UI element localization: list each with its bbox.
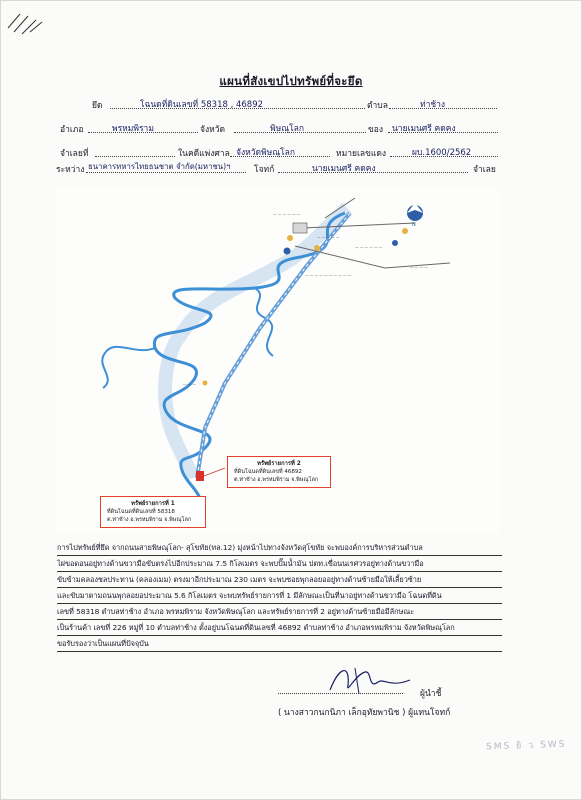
defendant-value: นายเมนศรี คดคง — [312, 164, 376, 174]
directions-line: ไผ่ขอดอนอยู่ทางด้านขวามือขับตรงไปอีกประมาณ 7.5 กิโลเมตร จะพบปั๊มน้ำมัน ปตท.เขื่อนนเรศวรอยู่ทางด้านขวามือ — [57, 556, 502, 572]
yuet-value: โฉนดที่ดินเลขที่ 58318 , 46892 — [140, 100, 264, 110]
case-label: หมายเลขแดง — [336, 149, 387, 159]
directions-line: และขับมาตามถนนพุกลอยอประมาณ 5.6 กิโลเมตร จะพบทรัพย์รายการที่ 1 มีลักษณะเป็นที่นาอยู่ทางด้านขวามือ โฉนดที่ดิน — [57, 588, 502, 604]
tambon-value: ท่าช้าง — [420, 100, 446, 110]
corner-scribble-icon — [6, 8, 46, 38]
signature-line — [278, 693, 403, 694]
jamloei-line — [95, 156, 175, 157]
yuet-label: ยึด — [92, 101, 103, 111]
faded-stamp: SMS ยิ ว SWS — [485, 739, 567, 753]
property2-label-box — [227, 456, 331, 488]
plaintiff-label: โจทก์ — [254, 165, 275, 175]
between-value: ธนาคารทหารไทยธนชาต จำกัด(มหาชน)ฯ — [88, 162, 231, 171]
property2-title: ทรัพย์รายการที่ 2 — [257, 461, 301, 467]
compass-letter: N — [412, 222, 416, 228]
changwat-value: พิษณุโลก — [270, 124, 305, 134]
directions-line: ขับข้ามคลองชลประทาน (คลองเมม) ตรงมาอีกประมาณ 230 เมตร จะพบซอยพุกลอยออยู่ทางด้านซ้ายมือให้เลี้ยวซ้าย — [57, 572, 502, 588]
svg-text:— — — — — —: — — — — — — — [355, 245, 383, 249]
jamloei-label: จำเลยที่ — [60, 149, 89, 159]
svg-text:— — — — — — — — — —: — — — — — — — — — — — [305, 273, 352, 277]
property2-line1: ที่ดินโฉนดที่ดินเลขที่ 46892 — [234, 469, 302, 475]
property2-line2: ต.ท่าช้าง อ.พรหมพิราม จ.พิษณุโลก — [234, 477, 319, 483]
property1-line2: ต.ท่าช้าง อ.พรหมพิราม จ.พิษณุโลก — [107, 517, 192, 523]
amphoe-value: พรหมพิราม — [112, 124, 154, 134]
svg-text:— — — — — —: — — — — — — — [273, 212, 301, 216]
amphoe-label: อำเภอ — [60, 125, 84, 135]
khong-value: นายเมนศรี คดคง — [392, 124, 456, 134]
directions-line: ขอรับรองว่าเป็นแผนที่ปัจจุบัน — [57, 636, 502, 652]
page-title: แผนที่สังเขปไปทรัพย์ที่จะยึด — [219, 74, 363, 88]
changwat-label: จังหวัด — [200, 125, 226, 135]
directions-text — [57, 540, 502, 652]
defendant-label: จำเลย — [473, 165, 496, 175]
khong-label: ของ — [368, 125, 384, 135]
svg-text:— — — —: — — — — — [410, 265, 428, 269]
signature-name: ( นางสาวกนกนิภา เล็กอุทัยพานิช ) ผู้แทนโจทก์ — [278, 708, 451, 718]
svg-text:— — — — —: — — — — — — [317, 235, 340, 239]
court-label: ในคดีแพ่งศาล — [178, 149, 230, 159]
property1-title: ทรัพย์รายการที่ 1 — [131, 501, 175, 507]
directions-line: เลขที่ 58318 ตำบลท่าช้าง อำเภอ พรหมพิราม จังหวัดพิษณุโลก และทรัพย์รายการที่ 2 อยู่ทางด้านซ้ายมือมีลักษณะ — [57, 604, 502, 620]
property1-line1: ที่ดินโฉนดที่ดินเลขที่ 58318 — [107, 509, 175, 515]
property1-label-box — [100, 496, 206, 528]
directions-line: การไปทรัพย์ที่ยึด จากถนนสายพิษณุโลก- สุโขทัย(ทล.12) มุ่งหน้าไปทางจังหวัดสุโขทัย จะพบองค์การบริหารส่วนตำบล — [57, 540, 502, 556]
property1-marker — [196, 471, 204, 481]
signature-role: ผู้นำชี้ — [420, 689, 442, 699]
svg-text:— — —: — — — — [183, 382, 197, 386]
court-value: จังหวัดพิษณุโลก — [236, 148, 296, 158]
case-value: ผบ.1600/2562 — [412, 148, 472, 158]
directions-line: เป็นร้านค้า เลขที่ 226 หมู่ที่ 10 ตำบลท่าช้าง ตั้งอยู่บนโฉนดที่ดินเลขที่ 46892 ตำบลท่าช้าง อำเภอพรหมพิราม จังหวัดพิษณุโลก — [57, 620, 502, 636]
between-label: ระหว่าง — [56, 165, 85, 175]
tambon-label: ตำบล — [367, 101, 388, 111]
